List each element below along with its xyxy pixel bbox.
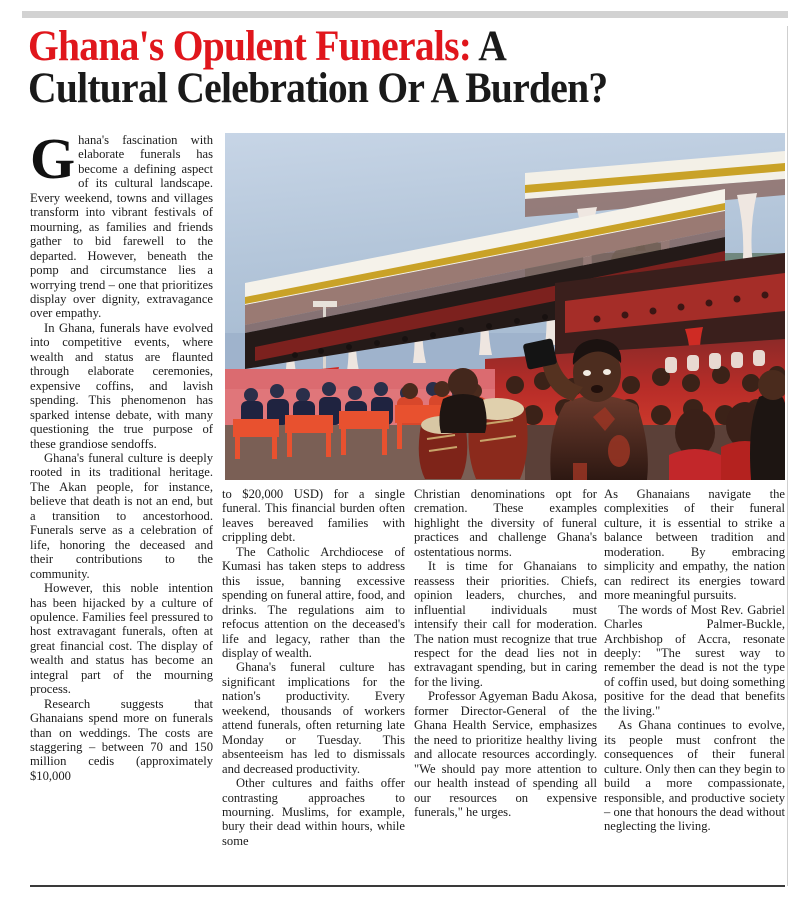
article-column-3 — [414, 487, 597, 819]
paragraph: It is time for Ghanaians to reassess their priorities. Chiefs, opinion leaders, churches, and influential individuals must intensify their call for moderation. The nation must recognize that true respect for the dead lies not in extravagant spending, but in caring for the living. — [414, 559, 597, 689]
paragraph: As Ghanaians navigate the complexities of their funeral culture, it is essential to strike a balance between tradition and moderation. By embracing simplicity and empathy, the nation can redirect its energies toward more meaningful pursuits. — [604, 487, 785, 603]
article-column-2 — [222, 487, 405, 848]
paragraph: As Ghana continues to evolve, its people must confront the consequences of their funeral culture. Only then can they begin to build a more compassionate, responsible, and productive society – one that honours the dead without neglecting the living. — [604, 718, 785, 834]
article-column-4 — [604, 487, 785, 834]
headline-red-text: Ghana's Opulent Funerals: — [28, 23, 472, 70]
page-title — [28, 23, 720, 113]
paragraph: Ghana's funeral culture has significant implications for the nation's productivity. Every weekend, thousands of workers attend funerals, often returning late Monday or Tuesday. This absenteeism has led to dismissals and decreased productivity. — [222, 660, 405, 776]
paragraph: In Ghana, funerals have evolved into competitive events, where wealth and status are flaunted through elaborate ceremonies, expensive coffins, and lavish spending. This phenomenon has sparked intense debate, with many questioning the true purpose of these grandiose sendoffs. — [30, 320, 213, 451]
paragraph — [30, 126, 213, 321]
article-column-1 — [30, 126, 213, 783]
top-divider-rule — [22, 11, 788, 18]
paragraph: The Catholic Archdiocese of Kumasi has taken steps to address this issue, banning excessive spending on funeral attire, food, and drinks. The regulations aim to refocus attention on the deceased's life and legacy, rather than the display of wealth. — [222, 544, 405, 660]
drop-cap: G — [30, 126, 76, 191]
paragraph-text: hana's fascination with elaborate funerals has become a defining aspect of its cultural landscape. Every weekend, towns and villages transform into vibrant festivals of mourning, as families and friends gather to bid farewell to the departed. However, beneath the pomp and circumstance lies a worrying trend – one that prioritizes display over dignity, extravagance over empathy. — [30, 133, 213, 321]
headline-line-2: Cultural Celebration Or A Burden? — [28, 65, 608, 113]
article-photo — [225, 133, 785, 480]
paragraph: Research suggests that Ghanaians spend more on funerals than on weddings. The costs are staggering – between 70 and 150 million cedis (approximately $10,000 — [30, 696, 213, 783]
paragraph: Christian denominations opt for cremation. These examples highlight the diversity of funeral practices and challenge Ghana's ostentatious norms. — [414, 487, 597, 559]
headline-black-suffix: A — [471, 23, 507, 70]
paragraph: Professor Agyeman Badu Akosa, former Director-General of the Ghana Health Service, emphasizes the need to prioritize healthy living and allocate resources accordingly. "We should pay more attention to our health instead of spending all our resources on expensive funerals," he urges. — [414, 689, 597, 819]
stadium-funeral-illustration — [225, 133, 785, 480]
paragraph: Ghana's funeral culture is deeply rooted in its traditional heritage. The Akan people, for instance, believe that death is not an end, but a transition to ancestorhood. Funerals serve as a celebration of life, honoring the deceased and their contributions to the community. — [30, 450, 213, 581]
paragraph: The words of Most Rev. Gabriel Charles Palmer-Buckle, Archbishop of Accra, resonate deeply: "The surest way to remember the dead is not the type of coffin used, but doing something positive for the dead that benefits the living." — [604, 602, 785, 718]
headline-line-1 — [28, 23, 720, 70]
paragraph: However, this noble intention has been hijacked by a culture of opulence. Families feel pressured to host extravagant funerals, often at great financial cost. The display of wealth and status has become an integral part of the mourning process. — [30, 581, 213, 697]
paragraph: Other cultures and faiths offer contrasting approaches to mourning. Muslims, for example, bury their dead within hours, while some — [222, 776, 405, 848]
paragraph: to $20,000 USD) for a single funeral. This financial burden often leaves bereaved families with crippling debt. — [222, 487, 405, 545]
bottom-divider-rule — [30, 885, 785, 887]
